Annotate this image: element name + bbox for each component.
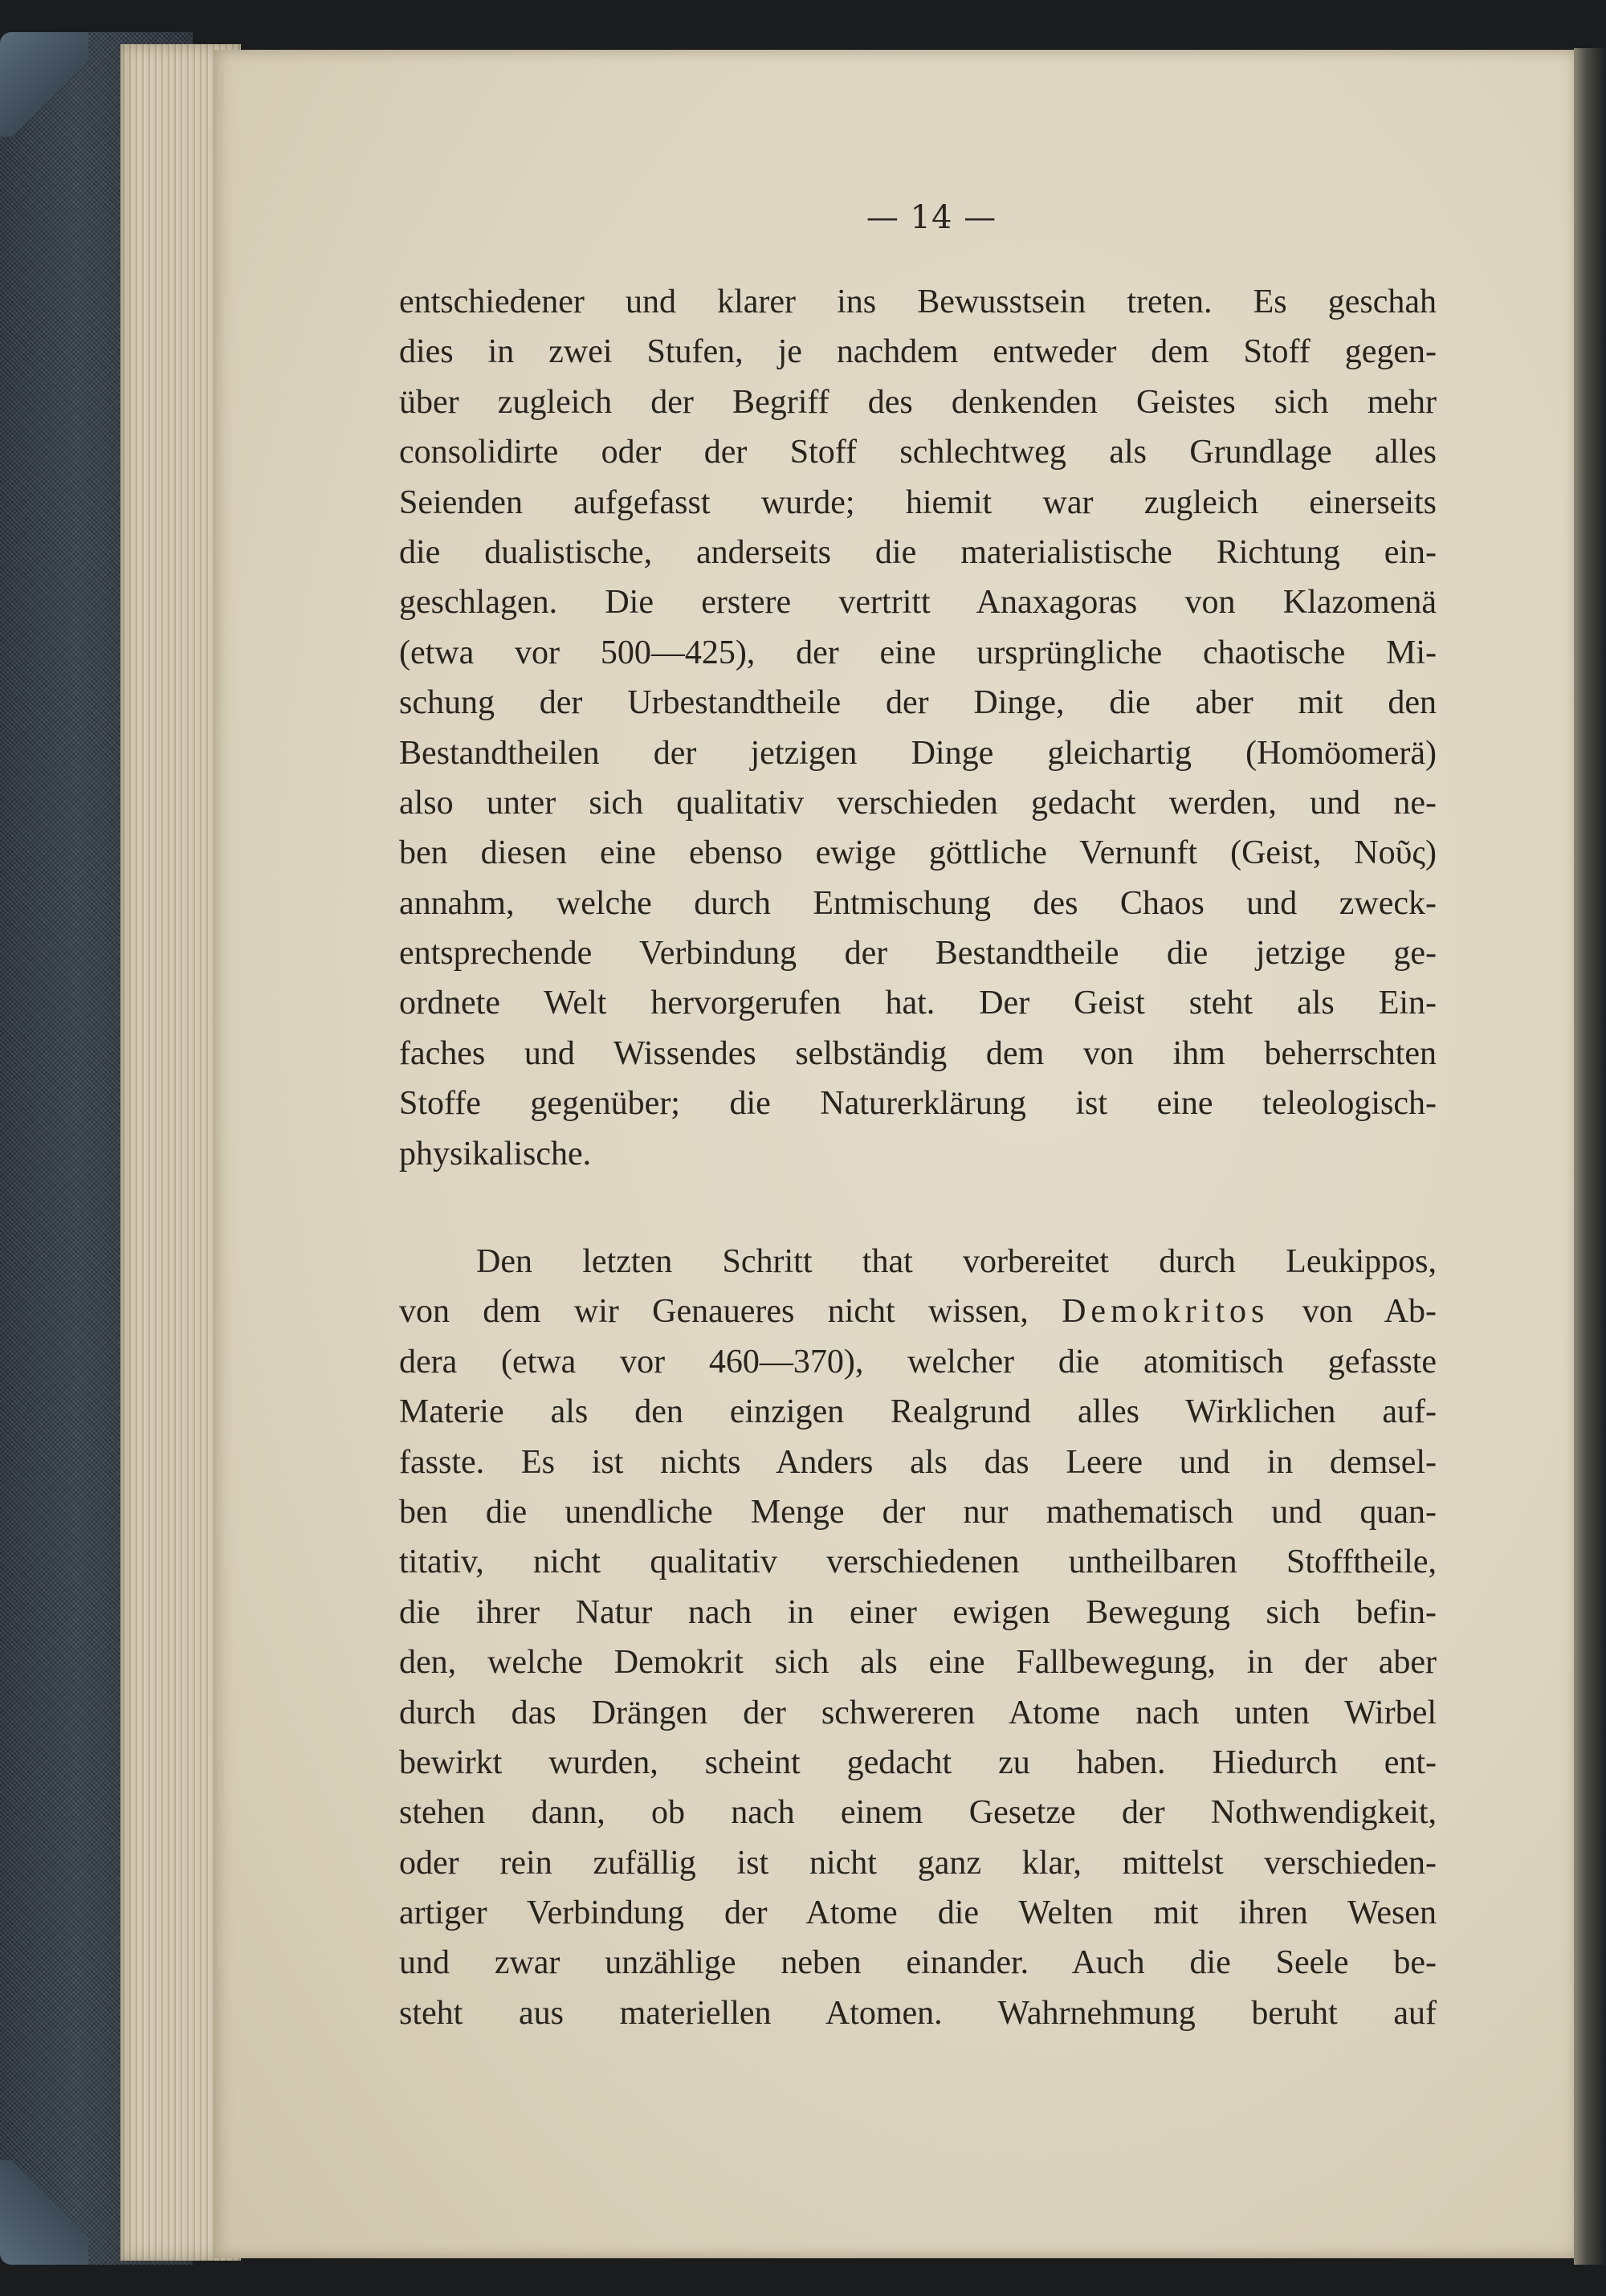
text-line: Bestandtheilen der jetzigen Dinge gleichartig (Homöomerä) — [399, 734, 1437, 772]
text-line: consolidirte oder der Stoff schlechtweg als Grundlage alles — [399, 434, 1437, 471]
book-gutter — [1574, 48, 1606, 2265]
text-line: Materie als den einzigen Realgrund alles Wirklichen auf- — [399, 1393, 1437, 1431]
text-line: entschiedener und klarer ins Bewusstsein treten. Es geschah — [399, 283, 1437, 320]
paragraph-1 — [399, 277, 1437, 1179]
text-line: die dualistische, anderseits die materialistische Richtung ein- — [399, 533, 1437, 571]
text-line: den, welche Demokrit sich als eine Fallbewegung, in der aber — [399, 1644, 1437, 1682]
text-line: Stoffe gegenüber; die Naturerklärung ist eine teleologisch- — [399, 1085, 1437, 1123]
text-line: Den letzten Schritt that vorbereitet durch Leukippos, — [476, 1243, 1437, 1280]
text-line: ben die unendliche Menge der nur mathematisch und quan- — [399, 1493, 1437, 1531]
text-line: über zugleich der Begriff des denkenden Geistes sich mehr — [399, 383, 1437, 421]
text-line: und zwar unzählige neben einander. Auch die Seele be- — [399, 1944, 1437, 1982]
text-run: von Ab- — [1269, 1293, 1437, 1331]
text-line: fasste. Es ist nichts Anders als das Leere und in demsel- — [399, 1443, 1437, 1481]
text-line: artiger Verbindung der Atome die Welten mit ihren Wesen — [399, 1894, 1437, 1932]
text-line: oder rein zufällig ist nicht ganz klar, mittelst verschieden- — [399, 1844, 1437, 1882]
text-line: steht aus materiellen Atomen. Wahrnehmung beruht auf — [399, 1994, 1437, 2032]
text-line: entsprechende Verbindung der Bestandtheile die jetzige ge- — [399, 935, 1437, 973]
text-line: geschlagen. Die erstere vertritt Anaxagoras von Klazomenä — [399, 584, 1437, 622]
text-line: also unter sich qualitativ verschieden gedacht werden, und ne- — [399, 784, 1437, 822]
cover-corner-top — [0, 32, 88, 137]
page-number: — 14 — — [866, 199, 997, 236]
text-line: Seienden aufgefasst wurde; hiemit war zugleich einerseits — [399, 483, 1437, 521]
text-line: bewirkt wurden, scheint gedacht zu haben. Hiedurch ent- — [399, 1743, 1437, 1781]
text-line: die ihrer Natur nach in einer ewigen Bewegung sich befin- — [399, 1593, 1437, 1631]
text-line: ben diesen eine ebenso ewige göttliche Vernunft (Geist, Νοῦς) — [399, 834, 1437, 872]
text-line: schung der Urbestandtheile der Dinge, die aber mit den — [399, 684, 1437, 722]
text-line: ordnete Welt hervorgerufen hat. Der Geist steht als Ein- — [399, 985, 1437, 1022]
text-line: (etwa vor 500—425), der eine ursprüngliche chaotische Mi- — [399, 634, 1437, 671]
text-line: titativ, nicht qualitativ verschiedenen untheilbaren Stofftheile, — [399, 1544, 1437, 1581]
cover-corner-bottom — [0, 2160, 88, 2265]
text-line: dies in zwei Stufen, je nachdem entweder dem Stoff gegen- — [399, 333, 1437, 371]
text-line: faches und Wissendes selbständig dem von ihm beherrschten — [399, 1034, 1437, 1072]
spaced-name-democritus: Demokritos — [1062, 1293, 1270, 1331]
text-line-with-name — [399, 1287, 1437, 1336]
text-line: durch das Drängen der schwereren Atome nach unten Wirbel — [399, 1694, 1437, 1731]
text-line: stehen dann, ob nach einem Gesetze der Nothwendigkeit, — [399, 1794, 1437, 1832]
paragraph-2 — [399, 1237, 1437, 2038]
text-run: von dem wir Genaueres nicht wissen, — [399, 1293, 1062, 1331]
text-line: annahm, welche durch Entmischung des Chaos und zweck- — [399, 884, 1437, 922]
text-line: physikalische. — [399, 1135, 592, 1172]
text-line: dera (etwa vor 460—370), welcher die atomitisch gefasste — [399, 1343, 1437, 1380]
